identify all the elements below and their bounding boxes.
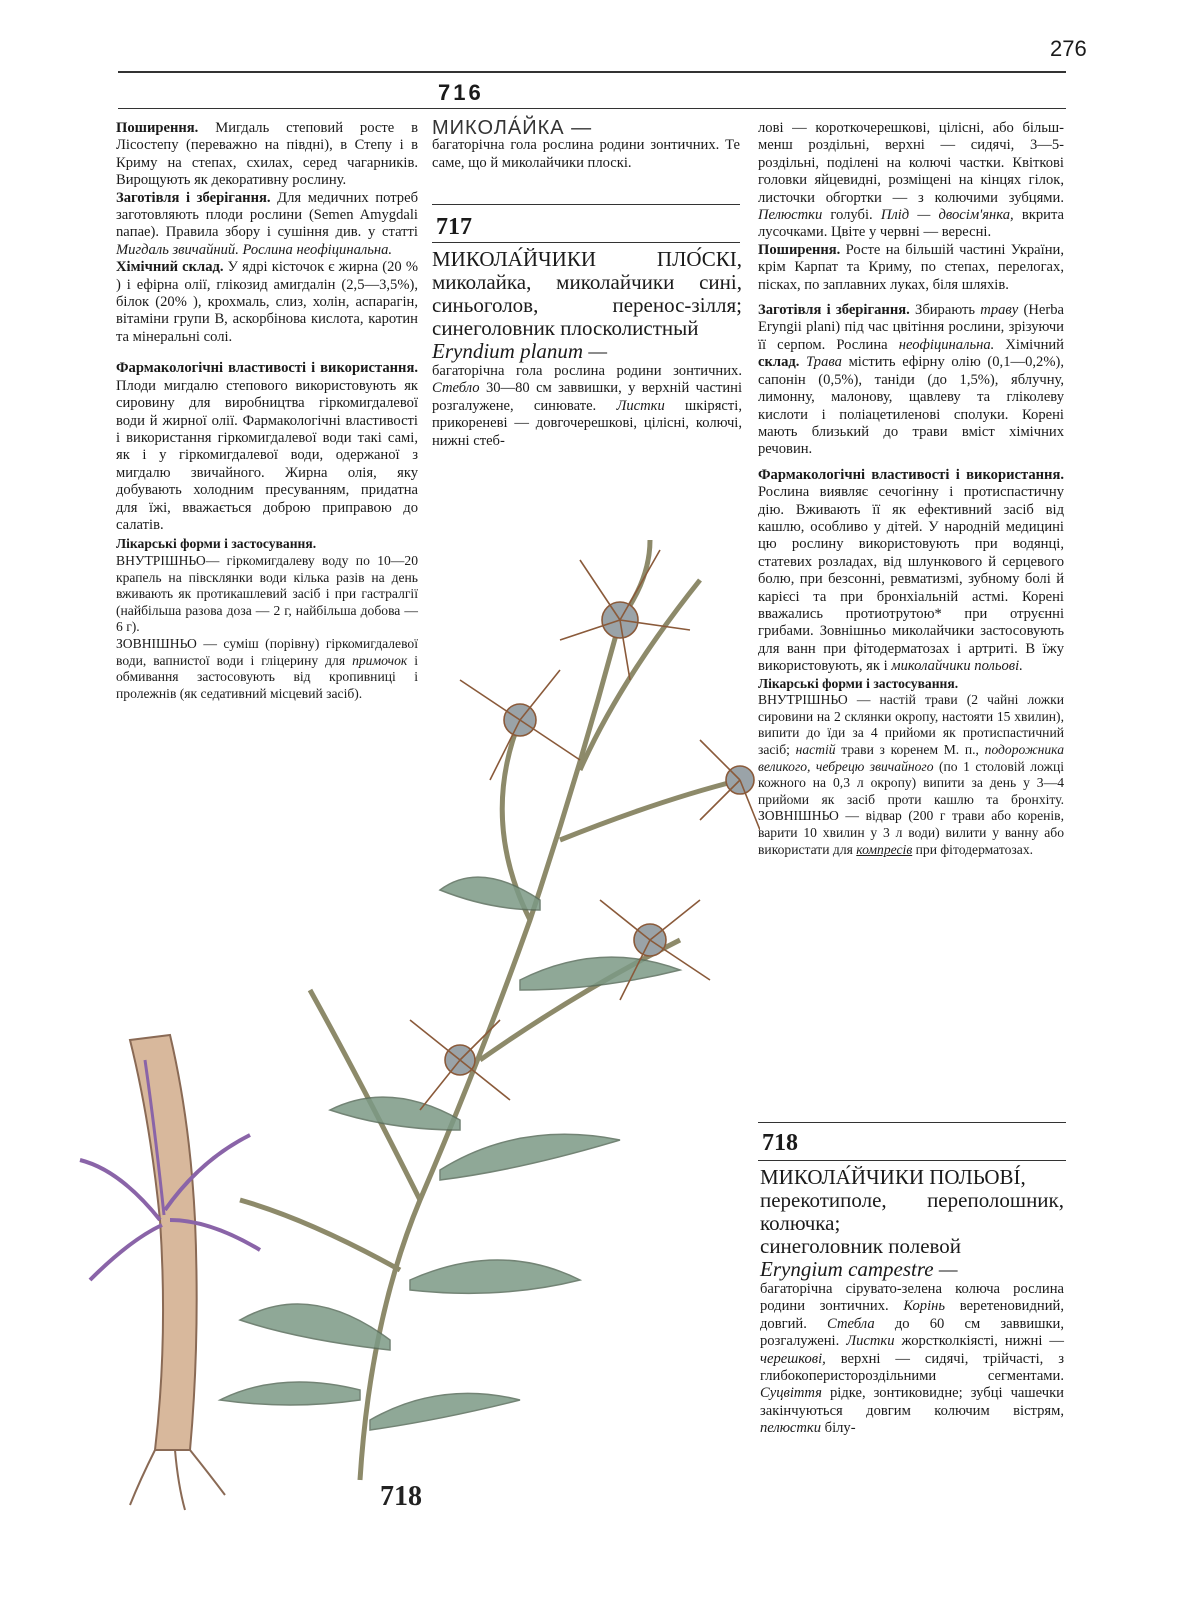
middle-column bbox=[432, 117, 740, 172]
text-chemistry: У ядрі кісточок є жирна (20 % ) і ефірна олії, глікозид амигдалін (2,5—3,5%), білок (20% ), крохмаль, слиз, холін, аспарагін, вітаміни групи В, аскорбінова кислота, каротин та мінеральні солі. bbox=[116, 259, 418, 345]
leaves bbox=[220, 877, 680, 1430]
paragraph-717-description: лові — короткочерешкові, цілісні, або більш-менш роздільні, верхні — сидячі, 3—5-роздільні, поділені на колючі частки. Квіткові головки яйцевидні, розміщені на кінцях гілок, листочки обгортки — з колючими зубцями. Пелюстки голубі. Плід — двосім'янка, вкрита лусочками. Цвіте у червні — вересні. bbox=[758, 120, 1064, 241]
illustration-caption: 718 bbox=[380, 1481, 422, 1512]
text-forms-internal: ВНУТРІШНЬО— гіркомигдалеву воду по 10—20 крапель на півсклянки води кілька разів на день вживають як протикашлевий засіб і при гастралгії (найбільша разова доза — 2 г, найбільша добова — 6 г). bbox=[116, 552, 418, 635]
paragraph-pharmacology bbox=[116, 360, 418, 534]
paragraph-distribution bbox=[116, 120, 418, 190]
article-number-717: 717 bbox=[436, 214, 472, 240]
entry-synonyms-718: перекотиполе, переполошник, колючка; bbox=[760, 1188, 1064, 1235]
label-forms: Лікарські форми і застосування. bbox=[116, 536, 317, 552]
article-number-716: 716 bbox=[438, 80, 484, 105]
entry-synonyms-717: миколайка, миколайчики сині, синьоголов, перенос-зілля; синеголовник плосколистный bbox=[432, 270, 742, 340]
entry-text-716: багаторічна гола рослина родини зонтичних. Те саме, що й миколайчики плоскі. bbox=[432, 137, 740, 171]
root-fragment bbox=[80, 1035, 260, 1510]
label-distribution: Поширення. bbox=[116, 120, 199, 136]
rule-716-717 bbox=[432, 204, 740, 205]
paragraph-717-forms: Лікарські форми і застосування. ВНУТРІШНЬО — настій трави (2 чайні ложки сировини на 2 склянки окропу, настояти 15 хвилин), випити до їди за 4 прийоми як протиспастичний засіб; настій трави з коренем М. п., подорожника великого, чебрецю звичайного (по 1 столовій ложці кожного на 0,3 л окропу) випити за день у 3—4 прийоми як засіб проти кашлю та бронхіту. ЗОВНІШНЬО — відвар (200 г трави або коренів, варити 10 хвилин у 3 л води) вилити у ванну або використати для компресів при фітодерматозах. bbox=[758, 675, 1064, 857]
entry-text-717: багаторічна гола рослина родини зонтичних. Стебло 30—80 см заввишки, у верхній частині розгалужене, синювате. Листки шкірясті, прикореневі — довгочерешкові, цілісні, колючі, нижні стеб- bbox=[432, 363, 742, 449]
rule-718 bbox=[758, 1160, 1066, 1161]
paragraph-chemistry bbox=[116, 259, 418, 346]
paragraph-717-distribution: Поширення. Росте на більшій частині України, крім Карпат та Криму, по степах, перелогах, пісках, по заплавних луках, біля шляхів. bbox=[758, 241, 1064, 293]
text-harvest: Для медичних потреб заготовляють плоди рослини (Semen Amygdali naпае). Правила збору і сушіння див. у статті bbox=[116, 189, 419, 241]
paragraph-717-pharmacology: Фармакологічні властивості і використання. Рослина виявляє сечогінну і протиспастичну дію. Вживають її як ефективний засіб від кашлю, особливо у дітей. У народній медицині цю рослину використовують при водянці, статевих розладах, від шлункового й серцевого болю, при безсонні, ревматизмі, зубному болі й карієсі та при бронхіальній астмі. Корені вважались протиотрутою* при отруєнні грибами. Зовнішньо миколайчики застосовують для ванн при фітодерматозах і артриті. В їжу використовують, як і миколайчики польові. bbox=[758, 466, 1064, 675]
entry-718 bbox=[760, 1166, 1064, 1438]
label-pharmacology: Фармакологічні властивості і використання. bbox=[116, 360, 418, 377]
right-column bbox=[758, 120, 1064, 858]
header-rule bbox=[118, 108, 1066, 109]
entry-title-716: МИКОЛА́ЙКА — bbox=[432, 117, 593, 139]
text-distribution: Мигдаль степовий росте в Лісостепу (переважно на півдні), в Степу і в Криму на степах, схилах, серед чагарників. Вирощують як декоративну рослину. bbox=[116, 120, 418, 189]
entry-russian-718: синеголовник полевой bbox=[760, 1234, 962, 1258]
text-pharmacology: Плоди мигдалю степового використовують як сировину для виробництва гіркомигдалевої води й жирної олії. Фармакологічні властивості і використання гіркомигдалевої води такі самі, як і у гіркомигдалевої води, одержаної з мигдалю звичайного. Жирна олія, яку добувають холодним пресуванням, придатна для їжі, вважається доброю приправою до салатів. bbox=[116, 377, 418, 533]
page-number: 276 bbox=[1050, 36, 1087, 61]
entry-latin-717: Eryndium planum — bbox=[432, 339, 607, 363]
article-number-718: 718 bbox=[762, 1130, 798, 1156]
entry-text-718: багаторічна сірувато-зелена колюча рослина родини зонтичних. Корінь веретеновидний, довгий. Стебла до 60 см заввишки, розгалужені. Листки жорстколкіясті, нижні — черешкові, верхні — сидячі, трійчасті, з глибокоперистороздільними сегментами. Суцвіття рідке, зонтиковидне; зубці чашечки закінчуються довгим колючим вістрям, пелюстки білу- bbox=[760, 1281, 1064, 1437]
paragraph-harvest bbox=[116, 190, 418, 260]
label-harvest: Заготівля і зберігання. bbox=[116, 189, 271, 206]
rule-717 bbox=[432, 242, 740, 243]
top-rule bbox=[118, 71, 1066, 73]
entry-title-717: МИКОЛА́ЙЧИКИ ПЛО́СКІ, bbox=[432, 247, 742, 271]
entry-717 bbox=[432, 248, 742, 450]
text-forms-external: ЗОВНІШНЬО — суміш (порівну) гіркомигдалевої води, вапнистої води і гліцерину для примочок і обмивання застосовують від кропивниці і пролежнів (як седативний місцевий засіб). bbox=[116, 635, 418, 701]
entry-title-718: МИКОЛА́ЙЧИКИ ПОЛЬОВІ́, bbox=[760, 1165, 1026, 1189]
text-harvest-italic: Мигдаль звичайний. Рослина неофіцинальна. bbox=[116, 241, 393, 258]
plant-illustration bbox=[60, 520, 760, 1520]
rule-717-718 bbox=[758, 1122, 1066, 1123]
label-chemistry: Хімічний склад. bbox=[116, 259, 224, 276]
paragraph-717-harvest: Заготівля і зберігання. Збирають траву (Herba Eryngii plani) під час цвітіння рослини, зрізуючи її серпом. Рослина неофіцинальна. Хімічний склад. Трава містить ефірну олію (0,1—0,2%), сапонін (0,5%), таніди (до 1,5%), яблучну, лимонну, малонову, щавлеву та гліколеву кислоти і поліацетиленові сполуки. Корені мають близький до трави вміст хімічних речовин. bbox=[758, 302, 1064, 458]
entry-latin-718: Eryngium campestre — bbox=[760, 1257, 958, 1281]
